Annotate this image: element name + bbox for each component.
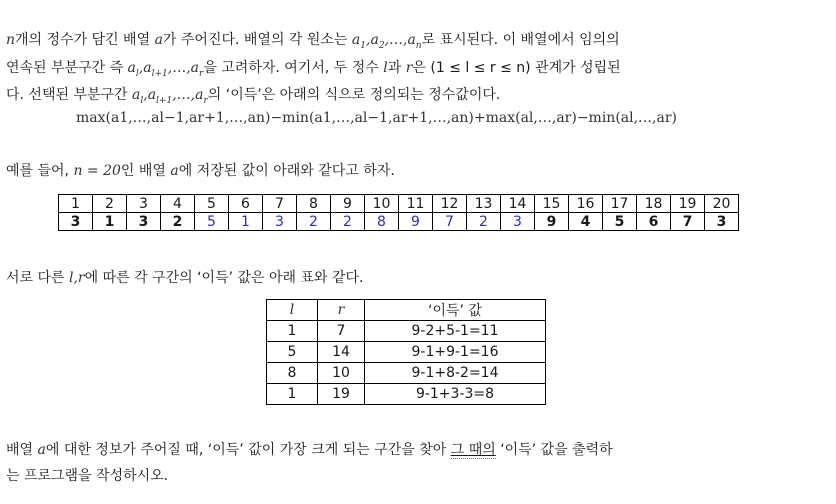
cell-gain: 9-2+5-1=11 xyxy=(365,321,546,342)
var-l: l xyxy=(383,60,388,76)
text: 과 xyxy=(387,60,406,76)
value-cell: 1 xyxy=(229,213,263,231)
index-cell: 12 xyxy=(433,195,467,213)
value-cell: 2 xyxy=(297,213,331,231)
index-cell: 6 xyxy=(229,195,263,213)
cell-gain: 9-1+3-3=8 xyxy=(365,384,546,405)
value-cell: 2 xyxy=(331,213,365,231)
example-line xyxy=(6,161,395,181)
value-cell: 8 xyxy=(365,213,399,231)
value-cell: 2 xyxy=(467,213,501,231)
text: 은 (1 ≤ l ≤ r ≤ n) 관계가 성립된 xyxy=(412,60,621,76)
cell-l: 1 xyxy=(267,384,318,405)
gain-formula: max(a1,…,al−1,ar+1,…,an)−min(a1,…,al−1,ar+1,…,an)+max(al,…,ar)−min(al,…,ar) xyxy=(76,110,678,126)
index-cell: 2 xyxy=(93,195,127,213)
var-n: n xyxy=(6,32,16,48)
gain-table xyxy=(266,299,546,405)
header-l: l xyxy=(267,300,318,321)
text: 에 저장된 값이 아래와 같다고 하자. xyxy=(178,163,395,179)
value-row xyxy=(59,213,739,231)
text: 로 표시된다. 이 배열에서 임의의 xyxy=(421,32,620,48)
value-cell: 3 xyxy=(127,213,161,231)
index-cell: 20 xyxy=(705,195,739,213)
index-cell: 18 xyxy=(637,195,671,213)
subrange-notation: $a_l,a_{l+1},\dots,a_r$ xyxy=(132,87,208,106)
value-cell: 3 xyxy=(501,213,535,231)
text: 가 주어진다. 배열의 각 원소는 xyxy=(162,32,352,48)
value-cell: 9 xyxy=(535,213,569,231)
value-cell: 4 xyxy=(569,213,603,231)
cell-r: 7 xyxy=(318,321,365,342)
cell-gain: 9-1+9-1=16 xyxy=(365,342,546,363)
text: 서로 다른 xyxy=(6,270,69,286)
index-cell: 7 xyxy=(263,195,297,213)
cell-r: 19 xyxy=(318,384,365,405)
index-cell: 19 xyxy=(671,195,705,213)
value-cell: 3 xyxy=(705,213,739,231)
var-a: a xyxy=(170,163,179,179)
underlined-text: 그 때의 xyxy=(450,442,496,458)
value-cell: 9 xyxy=(399,213,433,231)
text: 연속된 부분구간 즉 xyxy=(6,60,128,76)
gain-row xyxy=(267,384,546,405)
cell-gain: 9-1+8-2=14 xyxy=(365,363,546,384)
text: 는 프로그램을 작성하시오. xyxy=(6,468,169,484)
value-cell: 5 xyxy=(195,213,229,231)
header-gain: ‘이득’ 값 xyxy=(365,300,546,321)
text: 배열 xyxy=(6,442,38,458)
problem-line-2 xyxy=(6,58,621,84)
index-row xyxy=(59,195,739,213)
var-lr: l,r xyxy=(69,270,85,286)
value-cell: 1 xyxy=(93,213,127,231)
index-cell: 3 xyxy=(127,195,161,213)
cell-r: 10 xyxy=(318,363,365,384)
cell-l: 1 xyxy=(267,321,318,342)
text: 개의 정수가 담긴 배열 xyxy=(15,32,155,48)
gain-row xyxy=(267,363,546,384)
value-cell: 5 xyxy=(603,213,637,231)
index-cell: 8 xyxy=(297,195,331,213)
value-cell: 3 xyxy=(59,213,93,231)
value-cell: 7 xyxy=(433,213,467,231)
text: 을 고려하자. 여기서, 두 정수 xyxy=(203,60,384,76)
gain-header-row xyxy=(267,300,546,321)
cell-l: 5 xyxy=(267,342,318,363)
value-cell: 2 xyxy=(161,213,195,231)
header-r: r xyxy=(318,300,365,321)
index-cell: 13 xyxy=(467,195,501,213)
value-cell: 7 xyxy=(671,213,705,231)
value-cell: 3 xyxy=(263,213,297,231)
index-cell: 5 xyxy=(195,195,229,213)
text: 의 ‘이득’은 아래의 식으로 정의되는 정수값이다. xyxy=(207,87,501,103)
n-equals: n = 20 xyxy=(73,163,121,179)
var-r: r xyxy=(405,60,413,76)
index-cell: 11 xyxy=(399,195,433,213)
task-line-2 xyxy=(6,466,168,486)
subrange-notation: $a_l,a_{l+1},\dots,a_r$ xyxy=(127,60,204,79)
text: 에 따른 각 구간의 ‘이득’ 값은 아래 표와 같다. xyxy=(84,270,364,286)
text: 다. 선택된 부분구간 xyxy=(6,87,132,103)
cell-l: 8 xyxy=(267,363,318,384)
text: 에 대한 정보가 주어질 때, ‘이득’ 값이 가장 크게 되는 구간을 찾아 xyxy=(45,442,451,458)
var-a: a xyxy=(37,442,46,458)
text: ‘이득’ 값을 출력하 xyxy=(495,442,613,458)
elements-notation: $a_1,a_2,\dots,a_n$ xyxy=(351,32,422,51)
text: 인 배열 xyxy=(120,163,171,179)
gain-intro-line xyxy=(6,268,363,288)
index-cell: 17 xyxy=(603,195,637,213)
var-a: a xyxy=(154,32,163,48)
index-cell: 16 xyxy=(569,195,603,213)
value-cell: 6 xyxy=(637,213,671,231)
array-table xyxy=(58,194,739,231)
problem-line-1 xyxy=(6,30,620,56)
text: 예를 들어, xyxy=(6,163,74,179)
index-cell: 15 xyxy=(535,195,569,213)
task-line-1 xyxy=(6,440,613,460)
index-cell: 14 xyxy=(501,195,535,213)
problem-line-3 xyxy=(6,85,500,111)
cell-r: 14 xyxy=(318,342,365,363)
index-cell: 4 xyxy=(161,195,195,213)
index-cell: 9 xyxy=(331,195,365,213)
gain-row xyxy=(267,342,546,363)
gain-row xyxy=(267,321,546,342)
index-cell: 10 xyxy=(365,195,399,213)
index-cell: 1 xyxy=(59,195,93,213)
